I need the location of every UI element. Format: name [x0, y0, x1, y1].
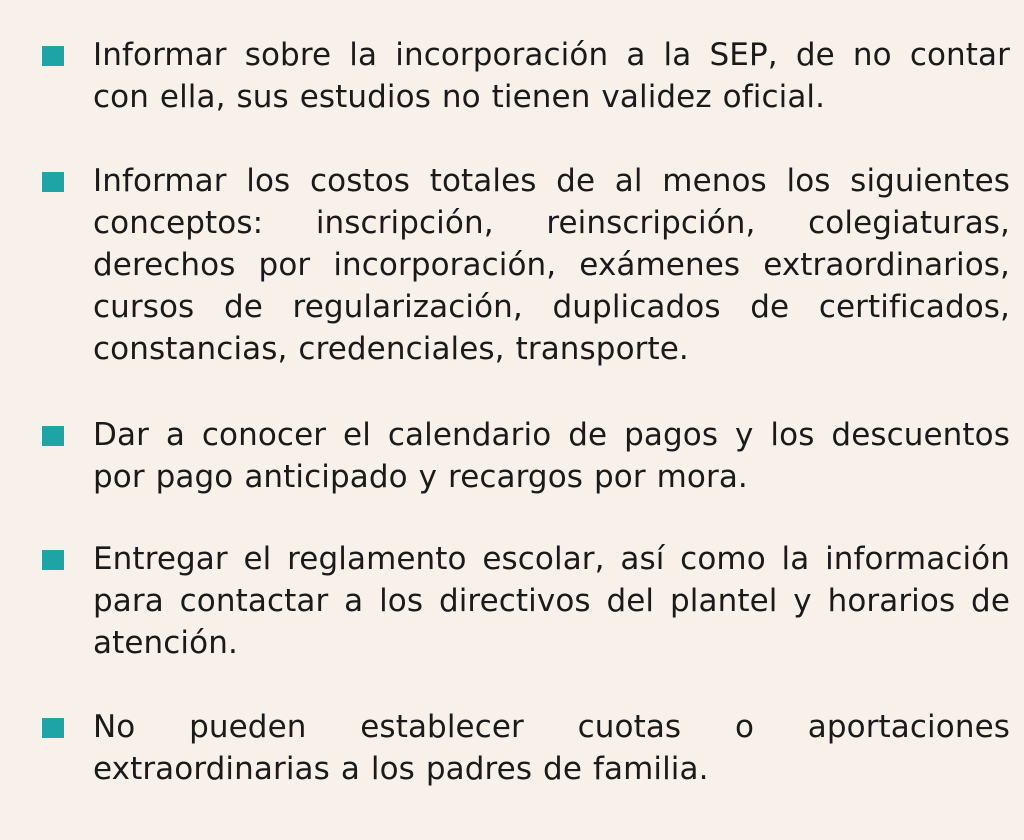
list-item-text: Informar los costos totales de al menos los siguientes conceptos: inscripción, reinscripción, colegiaturas, derechos por incorporación, exámenes extraordinarios, cursos de regularización, duplicados de certificados, constancias, credenciales, transporte. [93, 163, 1010, 367]
square-bullet-icon [42, 172, 64, 192]
list-item-text: No pueden establecer cuotas o aportaciones extraordinarias a los padres de familia. [93, 709, 1010, 787]
square-bullet-icon [42, 550, 64, 570]
list-item-text: Dar a conocer el calendario de pagos y los descuentos por pago anticipado y recargos por mora. [93, 417, 1010, 495]
list-item-text: Entregar el reglamento escolar, así como la información para contactar a los directivos del plantel y horarios de atención. [93, 541, 1010, 661]
list-item-text: Informar sobre la incorporación a la SEP, de no contar con ella, sus estudios no tienen validez oficial. [93, 37, 1010, 115]
square-bullet-icon [42, 718, 64, 738]
square-bullet-icon [42, 46, 64, 66]
square-bullet-icon [42, 426, 64, 446]
